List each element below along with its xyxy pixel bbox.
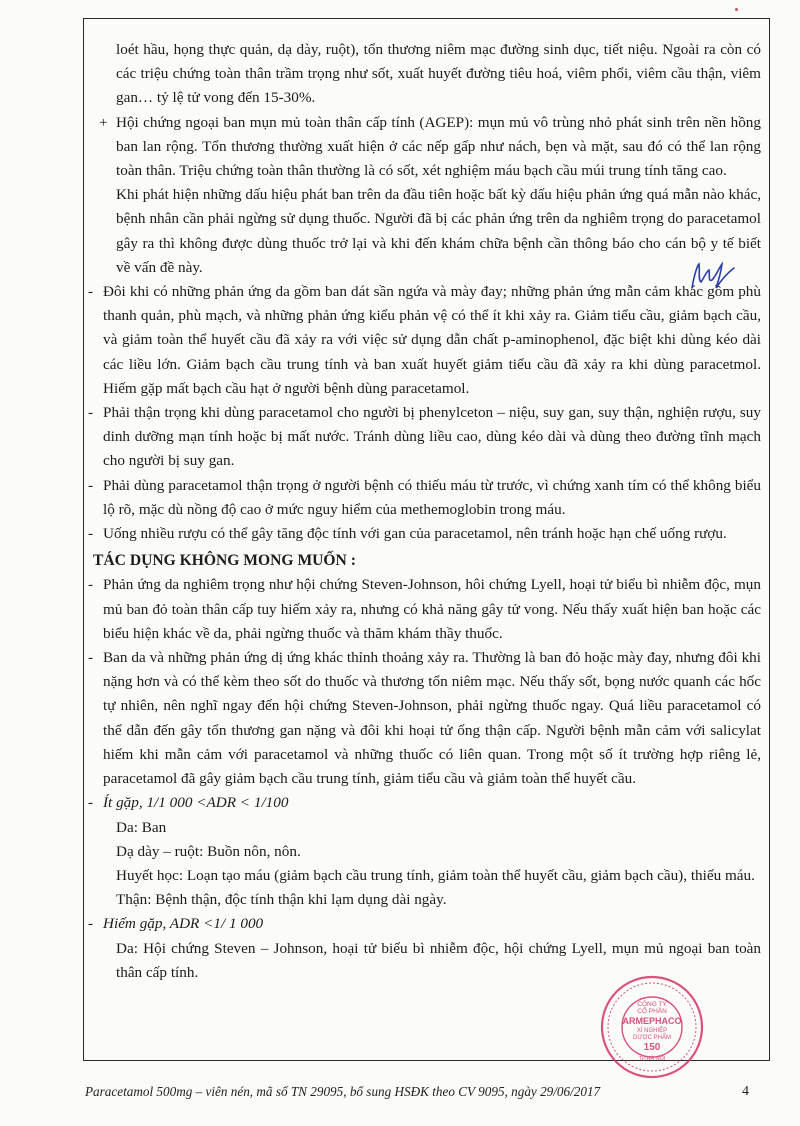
uncommon-gi: Dạ dày – ruột: Buồn nôn, nôn. (116, 842, 301, 860)
stamp-number: 150 (643, 1042, 661, 1053)
plus-marker: + (99, 113, 108, 131)
paragraph-stop-drug: Khi phát hiện những dấu hiệu phát ban trên da đầu tiên hoặc bất kỳ dấu hiệu phản ứng quá mẫn nào khác, bệnh nhân cần phải ngừng sử dụng thuốc. Người đã bị các phản ứng trên da nghiêm trọng do paracetamol gây ra thì không được dùng thuốc trở lại và khi đến khám chữa bệnh cần thông báo cho cán bộ y tế biết về vấn đề này. (116, 186, 761, 276)
stamp-line: XÍ NGHIỆP (636, 1028, 668, 1034)
dash-marker: - (88, 576, 94, 594)
list-item-alcohol (88, 522, 761, 546)
stamp-line: CỔ PHẦN (637, 1008, 667, 1015)
list-item-uncommon (88, 791, 761, 815)
paragraph-severe-skin: Phản ứng da nghiêm trọng như hội chứng Steven-Johnson, hôi chứng Lyell, hoại tử biểu bì nhiễm độc, mụn mủ ban đỏ toàn thân cấp tuy hiếm xảy ra, nhưng có khả năng gây tử vong. Nếu thấy xuất hiện ban hoặc các biểu hiện khác về da, phải ngừng thuốc và thăm khám thầy thuốc. (103, 576, 761, 642)
paragraph-alcohol: Uống nhiều rượu có thể gây tăng độc tính với gan của paracetamol, nên tránh hoặc hạn chế uống rượu. (103, 525, 727, 543)
paragraph-caution: Phải thận trọng khi dùng paracetamol cho người bị phenylceton – niệu, suy gan, suy thận, nghiện rượu, suy dinh dưỡng mạn tính hoặc bị mất nước. Tránh dùng liều cao, dùng kéo dài và dùng theo đường tĩnh mạch cho người bị suy gan. (103, 404, 761, 470)
rare-skin: Da: Hội chứng Steven – Johnson, hoại tử biểu bì nhiễm độc, hội chứng Lyell, mụn mủ ngoại ban toàn thân cấp tính. (116, 939, 761, 981)
dash-marker: - (88, 649, 94, 667)
list-item-skin-reactions (88, 280, 761, 401)
section-heading-side-effects: TÁC DỤNG KHÔNG MONG MUỐN : (93, 552, 356, 570)
dash-marker: - (88, 525, 94, 543)
paragraph-anemia: Phải dùng paracetamol thận trọng ở người bệnh có thiếu máu từ trước, vì chứng xanh tím có thể không biểu lộ rõ, mặc dù nồng độ cao ở mức nguy hiểm của methemoglobin trong máu. (103, 476, 761, 518)
paragraph-agep: Hội chứng ngoại ban mụn mủ toàn thân cấp tính (AGEP): mụn mủ vô trùng nhỏ phát sinh trên nền hồng ban lan rộng. Tổn thương thường xuất hiện ở các nếp gấp như nách, bẹn và mặt, sau đó có thể lan rộng toàn thân. Triệu chứng toàn thân thường là có sốt, xét nghiệm máu bạch cầu múi trung tính tăng cao. (116, 113, 761, 180)
signature (688, 258, 740, 292)
dash-marker: - (88, 915, 94, 933)
list-item-anemia (88, 474, 761, 522)
dash-marker: - (88, 283, 94, 301)
uncommon-kidney: Thận: Bệnh thận, độc tính thận khi lạm dụng dài ngày. (116, 891, 447, 909)
list-item-agep (93, 111, 761, 280)
dash-marker: - (88, 794, 94, 812)
document-body (88, 38, 761, 985)
paragraph-allergy: Ban da và những phản ứng dị ứng khác thỉnh thoảng xảy ra. Thường là ban đỏ hoặc mày đay, nhưng đôi khi nặng hơn và có thể kèm theo sốt do thuốc và thương tổn niêm mạc. Nếu thấy sốt, bọng nước quanh các hốc tự nhiên, nên nghĩ ngay đến hội chứng Steven-Johnson, phải ngừng thuốc ngay. Quá liều paracetamol có thể dẫn đến gây tổn thương gan nặng và đôi khi hoại tử ống thận cấp. Người bệnh mẫn cảm với salicylat hiếm khi mẫn cảm với paracetamol và những thuốc có liên quan. Trong một số ít trường hợp riêng lẻ, paracetamol đã gây giảm bạch cầu trung tính, giảm tiểu cầu và giảm toàn thể huyết cầu. (103, 649, 761, 788)
list-item-severe-skin (88, 573, 761, 646)
company-stamp (598, 972, 706, 1082)
stamp-line: TP.HÀ NỘI (638, 1056, 666, 1062)
page-footer: Paracetamol 500mg – viên nén, mã số TN 29095, bổ sung HSĐK theo CV 9095, ngày 29/06/2017 (85, 1084, 601, 1099)
stamp-line: DƯỢC PHẨM (633, 1035, 671, 1041)
dash-marker: - (88, 476, 94, 494)
list-item-caution (88, 401, 761, 474)
page-number: 4 (742, 1084, 749, 1099)
list-item-allergy (88, 646, 761, 791)
uncommon-hematology: Huyết học: Loạn tạo máu (giảm bạch cầu trung tính, giảm toàn thể huyết cầu, giảm bạch cầu), thiếu máu. (116, 866, 755, 884)
list-item-rare (88, 912, 761, 936)
uncommon-skin: Da: Ban (116, 818, 167, 836)
paragraph-skin-reactions: Đôi khi có những phản ứng da gồm ban dát sần ngứa và mày đay; những phản ứng mẫn cảm khác gồm phù thanh quản, phù mạch, và những phản ứng kiểu phản vệ có thể ít khi xảy ra. Giảm tiểu cầu, giảm bạch cầu, và giảm toàn thể huyết cầu đã xảy ra với việc sử dụng dẫn chất p-aminophenol, đặc biệt khi dùng kéo dài các liều lớn. Giảm bạch cầu trung tính và ban xuất huyết giảm tiểu cầu đã xảy ra khi dùng paracetmol. Hiếm gặp mất bạch cầu hạt ở người bệnh dùng paracetamol. (103, 283, 761, 397)
frequency-rare: Hiếm gặp, ADR <1/ 1 000 (103, 915, 264, 933)
stamp-company: ARMEPHACO (622, 1016, 682, 1026)
scan-mark (735, 8, 738, 11)
frequency-uncommon: Ít gặp, 1/1 000 <ADR < 1/100 (103, 794, 289, 812)
stamp-line: CÔNG TY (637, 1001, 667, 1008)
paragraph-sjs-continued: loét hầu, họng thực quản, dạ dày, ruột), tổn thương niêm mạc đường sinh dục, tiết niệu. Ngoài ra còn có các triệu chứng toàn thân trầm trọng như sốt, xuất huyết đường tiêu hoá, viêm phổi, viêm cầu thận, viêm gan… tỷ lệ tử vong đến 15-30%. (116, 41, 761, 107)
dash-marker: - (88, 404, 94, 422)
